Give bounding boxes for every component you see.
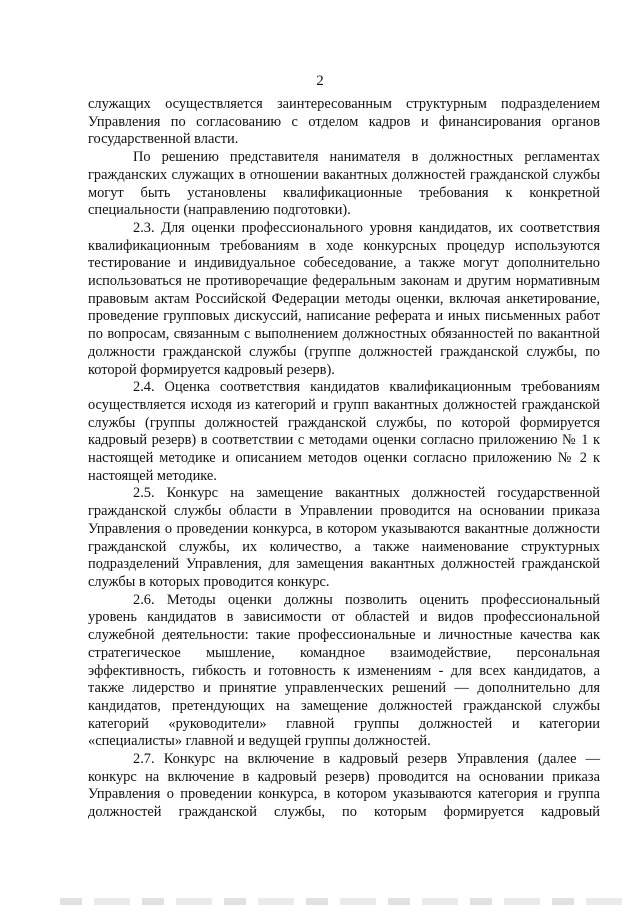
document-body [88, 96, 600, 822]
paragraph-2-3: 2.3. Для оценки профессионального уровня кандидатов, их соответствия квалификационным требованиям в ходе конкурсных процедур используются тестирование и индивидуальное собеседование, а также могут дополнительно использоваться не противоречащие федеральным законам и другим нормативным правовым актам Российской Федерации методы оценки, включая анкетирование, проведение групповых дискуссий, написание реферата и иных письменных работ по вопросам, связанным с выполнением должностных обязанностей по вакантной должности гражданской службы (группе должностей гражданской службы, по которой формируется кадровый резерв). [88, 219, 600, 378]
paragraph-2-5: 2.5. Конкурс на замещение вакантных должностей государственной гражданской службы области в Управлении проводится на основании приказа Управления о проведении конкурса, в котором указываются вакантные должности гражданской службы, их количество, а также наименование структурных подразделений Управления, для замещения вакантных должностей гражданской службы в которых проводится конкурс. [88, 485, 600, 590]
paragraph-continuation: служащих осуществляется заинтересованным структурным подразделением Управления по согласованию с отделом кадров и финансирования органов государственной власти. [88, 96, 600, 148]
paragraph-2-6: 2.6. Методы оценки должны позволить оценить профессиональный уровень кандидатов в зависимости от областей и видов профессиональной служебной деятельности: такие профессиональные и личностные качества как стратегическое мышление, командное взаимодействие, персональная эффективность, гибкость и готовность к изменениям - для всех кандидатов, а также лидерство и принятие управленческих решений — дополнительно для кандидатов, претендующих на замещение должностей гражданской службы категорий «руководители» главной группы должностей и категории «специалисты» главной и ведущей группы должностей. [88, 591, 600, 750]
paragraph-2-4: 2.4. Оценка соответствия кандидатов квалификационным требованиям осуществляется исходя из категорий и групп вакантных должностей гражданской службы (группы должностей гражданской службы, по которой формируется кадровый резерв) в соответствии с методами оценки согласно приложению № 1 к настоящей методике и описанием методов оценки согласно приложению № 2 к настоящей методике. [88, 379, 600, 484]
scan-edge-artifact [60, 898, 630, 905]
page-number: 2 [316, 73, 324, 89]
paragraph-requirements: По решению представителя нанимателя в должностных регламентах гражданских служащих в отношении вакантных должностей гражданской службы могут быть установлены квалификационные требования к конкретной специальности (направлению подготовки). [88, 149, 600, 219]
paragraph-2-7: 2.7. Конкурс на включение в кадровый резерв Управления (далее — конкурс на включение в кадровый резерв) проводится на основании приказа Управления о проведении конкурса, в котором указываются категория и группа должностей гражданской службы, по которым формируется кадровый [88, 751, 600, 821]
